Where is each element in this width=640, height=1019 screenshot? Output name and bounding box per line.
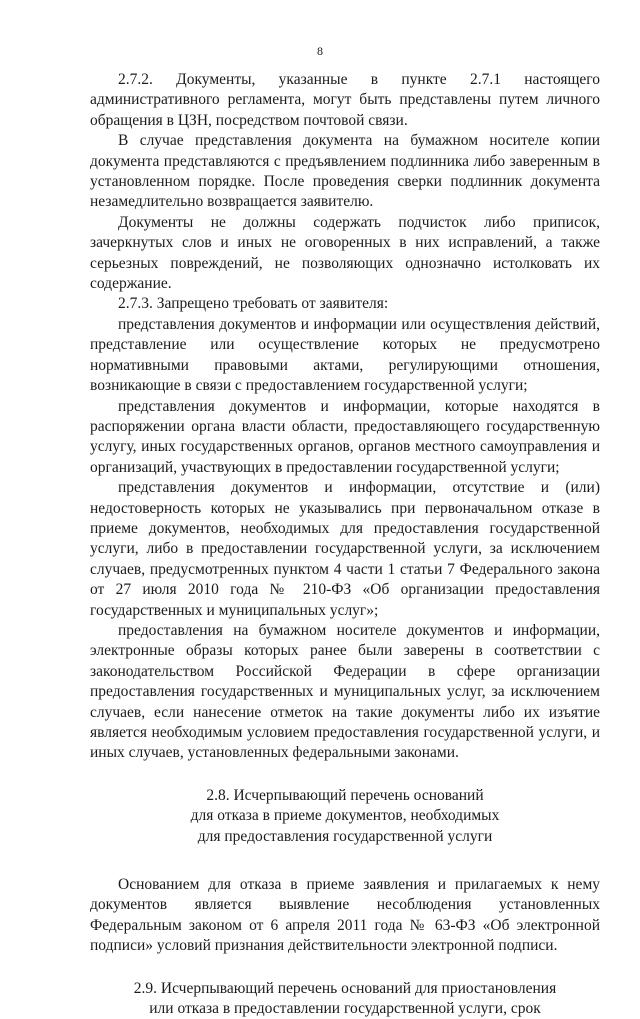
list-item-missing-documents: представления документов и информации, отсутствие и (или) недостоверность которых не указывались при первоначальном отказе в приеме документов, необходимых для предоставления государственной услуги, либо в предоставлении государственной услуги, за исключением случаев, предусмотренных пунктом 4 части 1 статьи 7 Федерального закона от 27 июля 2010 года № 210-ФЗ «Об организации предоставления государственных и муниципальных услуг»; (90, 479, 600, 619)
paragraph-no-corrections: Документы не должны содержать подчисток либо приписок, зачеркнутых слов и иных не оговоренных в них исправлений, а также серьезных повреждений, не позволяющих однозначно истолковать их содержание. (90, 213, 600, 293)
list-item-paper-documents: предоставления на бумажном носителе документов и информации, электронные образы которых ранее были заверены в соответствии с законодательством Российской Федерации в сфере организации предоставления государственных и муниципальных услуг, за исключением случаев, если нанесение отметок на такие документы либо их изъятие является необходимым условием предоставления государственной услуги, и иных случаев, установленных федеральными законами. (90, 621, 600, 762)
list-item-authority-documents: представления документов и информации, которые находятся в распоряжении органа власти области, предоставляющего государственную услугу, иных государственных органов, органов местного самоуправления и организаций, участвующих в предоставлении государственной услуги; (90, 397, 600, 476)
section-heading-2-9 (90, 979, 600, 1019)
paragraph-2-7-3: 2.7.3. Запрещено требовать от заявителя: (118, 295, 389, 313)
list-item-actions: представления документов и информации или осуществления действий, представление или осуществление которых не предусмотрено нормативными правовыми актами, регулирующими отношения, возникающие в связи с предоставлением государственной услуги; (90, 315, 600, 395)
paragraph-2-7-2: 2.7.2. Документы, указанные в пункте 2.7.1 настоящего административного регламента, могут быть представлены путем личного обращения в ЦЗН, посредством почтовой связи. (90, 71, 600, 129)
heading-line: для предоставления государственной услуги (197, 827, 493, 845)
section-heading-2-8 (90, 786, 600, 847)
heading-line: 2.8. Исчерпывающий перечень оснований (206, 786, 484, 804)
heading-line: или отказа в предоставлении государственной услуги, срок (149, 1000, 541, 1018)
heading-line: для отказа в приеме документов, необходимых (190, 807, 500, 825)
heading-line: 2.9. Исчерпывающий перечень оснований для приостановления (133, 979, 557, 997)
paragraph-2-8: Основанием для отказа в приеме заявления и прилагаемых к нему документов является выявление несоблюдения установленных Федеральным законом от 6 апреля 2011 года № 63-ФЗ «Об электронной подписи» условий признания действительности электронной подписи. (90, 876, 600, 955)
paragraph-copies: В случае представления документа на бумажном носителе копии документа представляются с предъявлением подлинника либо заверенным в установленном порядке. После проведения сверки подлинник документа незамедлительно возвращается заявителю. (90, 132, 600, 211)
page-number: 8 (317, 44, 323, 58)
document-body (90, 70, 600, 1019)
